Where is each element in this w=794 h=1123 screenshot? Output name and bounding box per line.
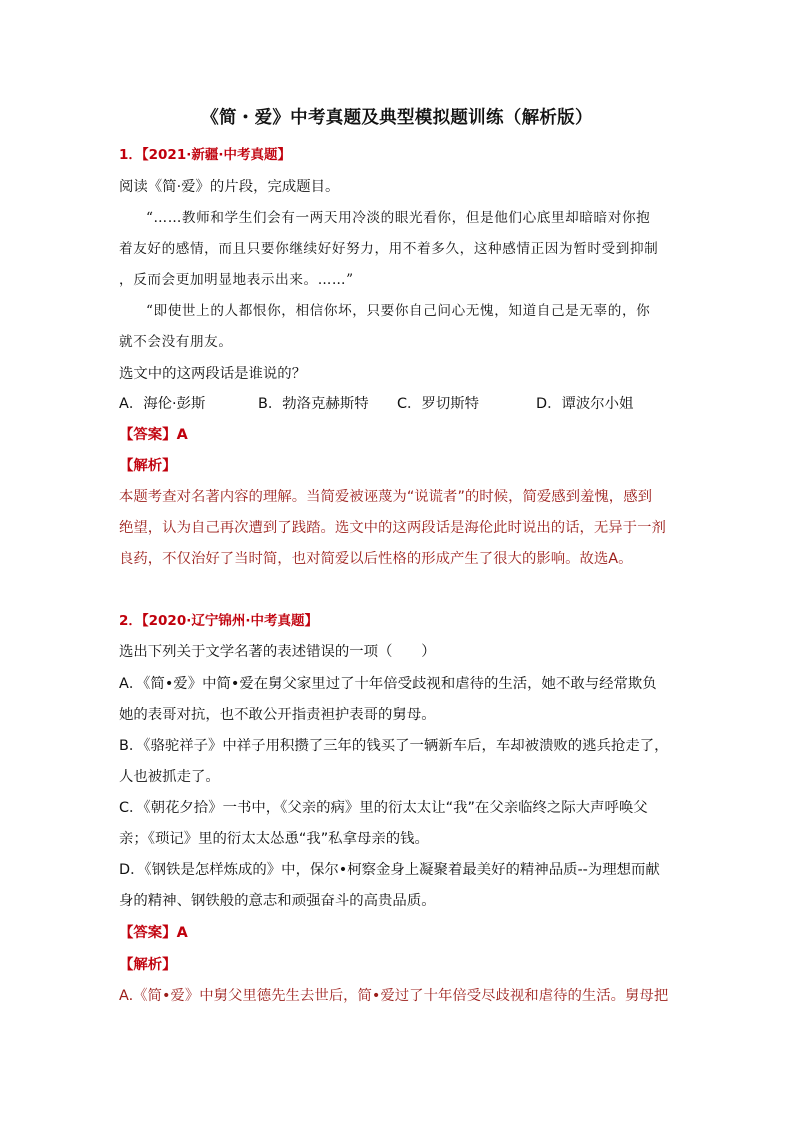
passage-line: “即使世上的人都恨你，相信你坏，只要你自己问心无愧，知道自己是无辜的，你: [146, 303, 651, 319]
option-d: D．谭波尔小姐: [536, 396, 634, 412]
question-1-prompt: 选文中的这两段话是谁说的？: [119, 366, 307, 382]
option-line: A．《简•爱》中简•爱在舅父家里过了十年倍受歧视和虐待的生活，她不敢与经常欺负: [119, 676, 657, 692]
analysis-line: A.《简•爱》中舅父里德先生去世后，简•爱过了十年倍受尽歧视和虐待的生活。舅母把: [119, 988, 669, 1004]
option-line: B．《骆驼祥子》中祥子用积攒了三年的钱买了一辆新车后，车却被溃败的逃兵抢走了，: [119, 738, 669, 754]
question-2-header: 2．【2020·辽宁锦州·中考真题】: [119, 613, 318, 629]
option-line: 她的表哥对抗，也不敢公开指责袒护表哥的舅母。: [119, 707, 436, 723]
option-a: A．海伦·彭斯: [119, 396, 206, 412]
analysis-line: 本题考查对名著内容的理解。当简爱被诬蔑为“说谎者”的时候，简爱感到羞愧，感到: [119, 489, 652, 505]
passage-line: 着友好的感情，而且只要你继续好好努力，用不着多久，这种感情正因为暂时受到抑制: [119, 241, 659, 257]
question-1-intro: 阅读《简·爱》的片段，完成题目。: [119, 179, 340, 195]
question-1-analysis-label: 【解析】: [119, 458, 177, 474]
option-c: C．罗切斯特: [397, 396, 480, 412]
question-2-prompt: 选出下列关于文学名著的表述错误的一项（ ）: [119, 644, 436, 660]
option-line: C．《朝花夕拾》一书中，《父亲的病》里的衍太太让“我”在父亲临终之际大声呼唤父: [119, 800, 648, 816]
passage-line: “……教师和学生们会有一两天用冷淡的眼光看你，但是他们心底里却暗暗对你抱: [146, 210, 651, 226]
option-line: D．《钢铁是怎样炼成的》中，保尔•柯察金身上凝聚着最美好的精神品质--为理想而献: [119, 862, 660, 878]
option-b: B．勃洛克赫斯特: [258, 396, 369, 412]
question-1-header: 1．【2021·新疆·中考真题】: [119, 147, 291, 163]
analysis-line: 绝望，认为自己再次遭到了践踏。选文中的这两段话是海伦此时说出的话，无异于一剂: [119, 520, 666, 536]
question-1-answer: 【答案】A: [119, 427, 188, 443]
option-line: 人也被抓走了。: [119, 769, 220, 785]
option-line: 身的精神、钢铁般的意志和顽强奋斗的高贵品质。: [119, 893, 436, 909]
passage-line: 就不会没有朋友。: [119, 334, 233, 350]
passage-line: ，反而会更加明显地表示出来。……”: [119, 272, 354, 288]
option-line: 亲；《琐记》里的衍太太怂恿“我”私拿母亲的钱。: [119, 831, 429, 847]
question-2-answer: 【答案】A: [119, 925, 188, 941]
analysis-line: 良药，不仅治好了当时简，也对简爱以后性格的形成产生了很大的影响。故选A。: [119, 551, 633, 567]
question-2-analysis-label: 【解析】: [119, 957, 177, 973]
page-title: 《简・爱》中考真题及典型模拟题训练（解析版）: [201, 108, 593, 128]
